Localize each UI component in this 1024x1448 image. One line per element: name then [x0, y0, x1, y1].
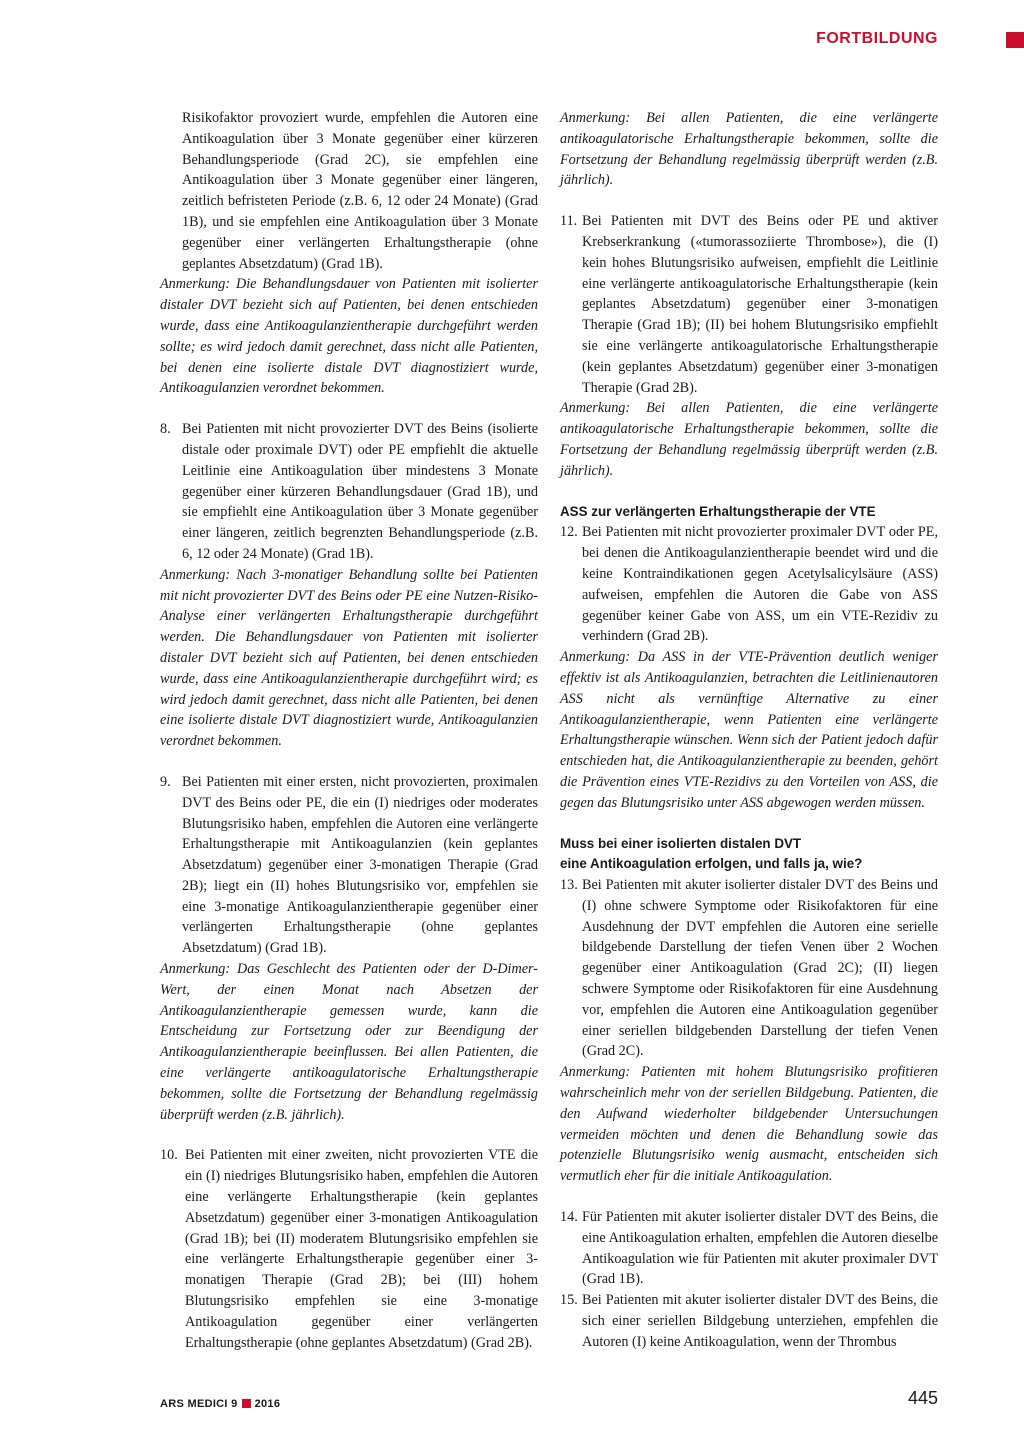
separator-square	[242, 1399, 251, 1408]
list-text: Bei Patienten mit nicht provozierter DVT des Beins (isolierte distale oder proximale DVT) oder PE empfiehlt die aktuelle Leitlinie eine Antikoagulation über mindestens 3 Monate gegenüber einer kürzeren Behandlungsdauer (Grad 1B), und sie empfiehlt eine Antikoagulation über 3 Monate gegenüber einer längeren, zeitlich begrenzten Behandlungsperiode (z.B. 6, 12 oder 24 Monate) (Grad 1B).	[182, 421, 538, 562]
note-paragraph: Anmerkung: Bei allen Patienten, die eine verlängerte antikoagulatorische Erhaltungstherapie bekommen, sollte die Fortsetzung der Behandlung regelmässig überprüft werden (z.B. jährlich).	[560, 110, 938, 189]
list-item-8	[160, 419, 538, 565]
list-number: 14.	[560, 1209, 578, 1226]
note-paragraph: Anmerkung: Patienten mit hohem Blutungsrisiko profitieren wahrscheinlich mehr von der seriellen Bildgebung. Patienten, die den Aufwand wiederholter bildgebender Untersuchungen vermeiden möchten und denen die Behandlung sowie das potenzielle Blutungsrisiko wenig ausmacht, entscheiden sich vermutlich eher für die initiale Antikoagulation.	[560, 1064, 938, 1185]
note-paragraph: Anmerkung: Die Behandlungsdauer von Patienten mit isolierter distaler DVT bezieht sich auf Patienten, bei denen entschieden wurde, dass eine Antikoagulanzientherapie durchgeführt werden sollte; es wird jedoch damit gerechnet, dass nicht alle Patienten, bei denen eine isolierte distale DVT diagnostiziert wurde, Antikoagulanzien verordnet bekommen.	[160, 276, 538, 397]
list-item-13	[560, 875, 938, 1062]
note-paragraph: Anmerkung: Bei allen Patienten, die eine verlängerte antikoagulatorische Erhaltungstherapie bekommen, sollte die Fortsetzung der Behandlung regelmässig überprüft werden (z.B. jährlich).	[560, 400, 938, 479]
section-marker	[1006, 32, 1024, 48]
list-number: 12.	[560, 524, 578, 541]
note-paragraph: Anmerkung: Nach 3-monatiger Behandlung sollte bei Patienten mit nicht provozierter DVT des Beins oder PE eine Nutzen-Risiko-Analyse einer verlängerten Erhaltungstherapie durchgeführt werden. Die Behandlungsdauer von Patienten mit isolierter distaler DVT bezieht sich auf Patienten, bei denen entschieden wurde, dass eine Antikoagulanzientherapie durchgeführt wird; es wird jedoch damit gerechnet, dass nicht alle Patienten, bei denen eine isolierte distale DVT diagnostiziert wurde, Antikoagulanzien verordnet bekommen.	[160, 566, 538, 750]
list-item-11	[560, 211, 938, 398]
list-text: Bei Patienten mit nicht provozierter proximaler DVT oder PE, bei denen die Antikoagulanzientherapie beendet wird und die keine Kontraindikationen gegen Acetylsalicylsäure (ASS) aufweisen, empfehlen die Autoren die Gabe von ASS gegenüber keiner Gabe von ASS, um ein VTE-Rezidiv zu verhindern (Grad 2B).	[582, 524, 938, 645]
left-column	[160, 108, 538, 1353]
list-number: 8.	[160, 421, 171, 438]
note-paragraph: Anmerkung: Das Geschlecht des Patienten oder der D-Dimer-Wert, der einen Monat nach Absetzen der Antikoagulanzientherapie gemessen wurde, kann die Entscheidung zur Fortsetzung oder zur Beendigung der Antikoagulanzientherapie beeinflussen. Bei allen Patienten, die eine verlängerte antikoagulatorische Erhaltungstherapie bekommen, sollte die Fortsetzung der Behandlung regelmässig überprüft werden (z.B. jährlich).	[160, 961, 538, 1123]
list-text: Bei Patienten mit akuter isolierter distaler DVT des Beins, die sich einer seriellen Bildgebung unterziehen, empfehlen die Autoren (I) keine Antikoagulation, wenn der Thrombus	[582, 1292, 938, 1350]
list-number: 11.	[560, 213, 578, 230]
section-heading: ASS zur verlängerten Erhaltungstherapie der VTE	[560, 503, 876, 519]
section-label: FORTBILDUNG	[816, 30, 938, 47]
list-number: 13.	[560, 877, 578, 894]
list-number: 10.	[160, 1147, 178, 1164]
page-number: 445	[907, 1388, 938, 1408]
list-number: 9.	[160, 773, 171, 790]
journal-name: ARS MEDICI 9	[160, 1398, 238, 1410]
list-item-12	[560, 522, 938, 647]
section-heading: Muss bei einer isolierten distalen DVT	[560, 835, 802, 851]
list-text: Bei Patienten mit einer zweiten, nicht provozierten VTE die ein (I) niedriges Blutungsrisiko haben, empfehlen die Autoren eine verlängerte Erhaltungstherapie (kein geplantes Absetzdatum) gegenüber einer 3-monatigen Antikoagulation (Grad 1B); bei (II) moderatem Blutungsrisiko empfehlen sie eine verlängerte Erhaltungstherapie gegenüber einer 3-monatigen Therapie (Grad 2B); bei (III) hohem Blutungsrisiko empfehlen sie eine 3-monatige Antikoagulation gegenüber einer verlängerten Erhaltungstherapie (ohne geplantes Absetzdatum) (Grad 2B).	[185, 1147, 538, 1351]
list-item-15	[560, 1290, 938, 1352]
journal-year: 2016	[254, 1398, 281, 1410]
footer-journal	[160, 1398, 280, 1410]
note-paragraph: Anmerkung: Da ASS in der VTE-Prävention deutlich weniger effektiv ist als Antikoagulanzien, betrachten die Leitlinienautoren ASS nicht als vernünftige Alternative zu einer Antikoagulanzientherapie, wenn Patienten eine verlängerte Erhaltungstherapie wünschen. Wenn sich der Patient jedoch dafür entschieden hat, die Antikoagulanzientherapie zu beenden, gehört die Prävention eines VTE-Rezidivs zu den Vorteilen von ASS, die gegen das Blutungsrisiko unter ASS abgewogen werden müssen.	[560, 649, 938, 811]
list-item-14	[560, 1207, 938, 1290]
list-text: Bei Patienten mit einer ersten, nicht provozierten, proximalen DVT des Beins oder PE, die ein (I) niedriges oder moderates Blutungsrisiko haben, empfehlen die Autoren eine verlängerte Erhaltungstherapie mit Antikoagulanzien (kein geplantes Absetzdatum) gegenüber einer 3-monatigen Therapie (Grad 2B); liegt ein (II) hohes Blutungsrisiko vor, empfehlen sie eine 3-monatige Antikoagulanzientherapie gegenüber einer verlängerten Erhaltungstherapie (ohne geplantes Absetzdatum) (Grad 1B).	[182, 773, 538, 957]
list-text: Bei Patienten mit DVT des Beins oder PE und aktiver Krebserkrankung («tumorassoziierte Thrombose»), die (I) kein hohes Blutungsrisiko aufweisen, empfiehlt die Leitlinie eine verlängerte antikoagulatorische Erhaltungstherapie (kein geplantes Absetzdatum) gegenüber einer 3-monatigen Therapie (Grad 1B); (II) bei hohem Blutungsrisiko empfiehlt sie eine verlängerte antikoagulatorische Erhaltungstherapie (kein geplantes Absetzdatum) gegenüber einer 3-monatigen Therapie (Grad 2B).	[582, 213, 938, 396]
list-item-9	[160, 772, 538, 959]
section-heading: eine Antikoagulation erfolgen, und falls ja, wie?	[560, 856, 863, 872]
list-text: Bei Patienten mit akuter isolierter distaler DVT des Beins und (I) ohne schwere Symptome oder Risikofaktoren für eine Ausdehnung der DVT empfehlen die Autoren eine serielle bildgebende Darstellung der tiefen Venen über 2 Wochen gegenüber einer Antikoagulation (Grad 2C); (II) liegen schwere Symptome oder Risikofaktoren für eine Ausdehnung vor, empfehlen die Autoren eine Antikoagulation gegenüber einer seriellen bildgebenden Darstellung der tiefen Venen (Grad 2C).	[582, 877, 938, 1060]
continued-paragraph: Risikofaktor provoziert wurde, empfehlen die Autoren eine Antikoagulation über 3 Monate gegenüber einer kürzeren Behandlungsperiode (Grad 2C), sie empfehlen eine Antikoagulation über 3 Monate gegenüber einer längeren, zeitlich befristeten Periode (z.B. 6, 12 oder 24 Monate) (Grad 1B), und sie empfehlen eine Antikoagulation über 3 Monate gegenüber einer verlängerten Erhaltungstherapie (ohne geplantes Absetzdatum) (Grad 1B).	[182, 110, 538, 272]
list-text: Für Patienten mit akuter isolierter distaler DVT des Beins, die eine Antikoagulation erhalten, empfehlen die Autoren dieselbe Antikoagulation wie für Patienten mit akuter proximaler DVT (Grad 1B).	[582, 1209, 938, 1288]
right-column	[560, 108, 938, 1353]
list-number: 15.	[560, 1292, 578, 1309]
list-item-10	[160, 1145, 538, 1353]
